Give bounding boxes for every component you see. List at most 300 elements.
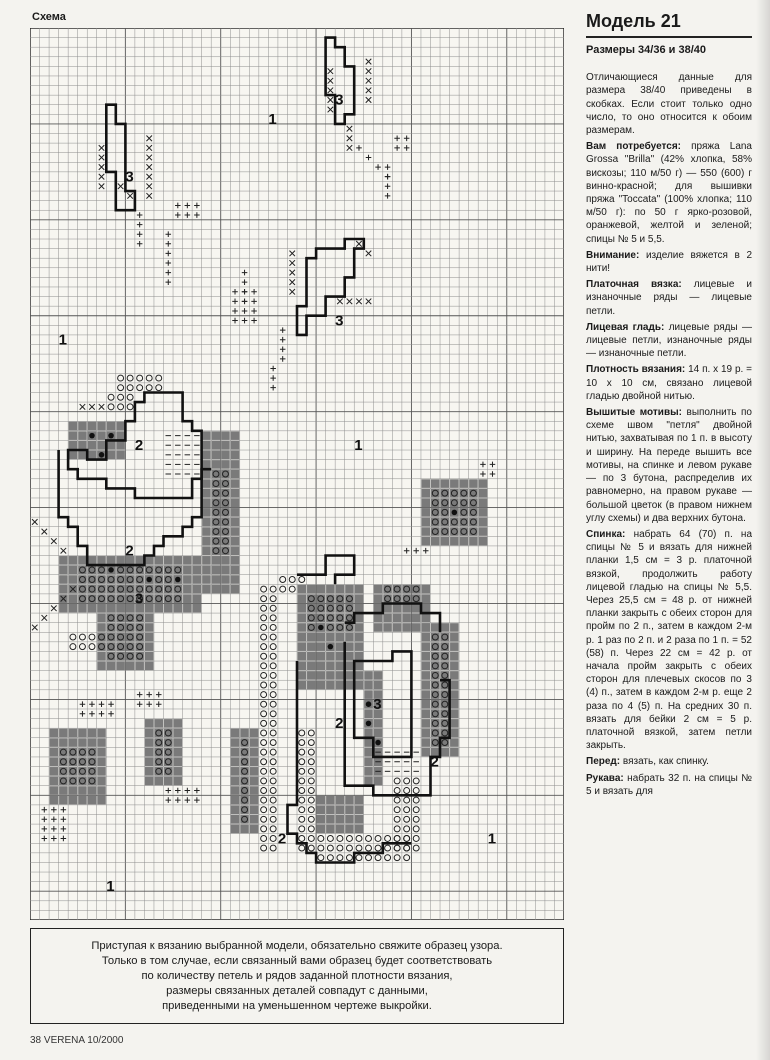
motifs-text: выполнить по схеме швом "петля" двойной нитью, захватывая по 1 п. в высоту и ширину. На переде вышить все мотивы, на спинке и левом рукаве — по 3 бутона, распределив их равномерно, на правом рукаве — большой цветок (в правом нижнем углу схемы) и два верхних бутона. — [586, 407, 752, 524]
chart-stitch-f — [374, 594, 383, 603]
chart-stitch-f — [326, 815, 335, 824]
chart-stitch-f — [221, 556, 230, 565]
chart-stitch-f — [231, 431, 240, 440]
chart-stitch-f — [116, 422, 125, 431]
chart-stitch-f — [183, 594, 192, 603]
chart-stitch-f — [393, 623, 402, 632]
chart-stitch-f — [174, 729, 183, 738]
chart-stitch-f — [78, 422, 87, 431]
chart-stitch-f — [78, 441, 87, 450]
chart-stitch-f — [154, 604, 163, 613]
chart-stitch-f — [154, 556, 163, 565]
chart-stitch-f — [88, 796, 97, 805]
motifs-label: Вышитые мотивы: — [586, 407, 682, 419]
chart-stitch-d — [174, 575, 183, 584]
chart-stitch-f — [450, 671, 459, 680]
chart-stitch-f — [317, 642, 326, 651]
chart-stitch-f — [88, 556, 97, 565]
chart-stitch-f — [97, 623, 106, 632]
chart-stitch-f — [59, 796, 68, 805]
chart-stitch-f — [345, 671, 354, 680]
chart-stitch-f — [355, 633, 364, 642]
notice-line: Только в том случае, если связанный вами образец будет соответствовать — [101, 954, 493, 967]
chart-stitch-f — [336, 585, 345, 594]
chart-stitch-f — [450, 642, 459, 651]
chart-stitch-f — [345, 825, 354, 834]
back-text: набрать 64 (70) п. на спицы № 5 и вязать для нижней планки 1,5 см = 3 р. платочной вязкой, продолжить работу лицевой гладью на спицы № 5,5. Через 25,5 см = 48 р. от нижней планки закрыть с обеих сторон для пройм по 2 п., затем в каждом 2-м р. 1 раз по 2 п. и 2 раза по 1 п. = 52 (58) п. Через 22 см = 42 р. от начала пройм закрыть с обеих сторон для плечевых скосов по 3 (4) п., затем в каждом 2-м р. еще 2 раза по 4 (5) п. На средних 30 п. вязать для бейки 2 см = 5 р. платочной вязкой, затем петли закрыть. — [586, 528, 752, 752]
chart-stitch-f — [421, 700, 430, 709]
chart-stitch-f — [298, 652, 307, 661]
chart-stitch-f — [298, 623, 307, 632]
chart-stitch-f — [336, 805, 345, 814]
chart-stitch-f — [250, 777, 259, 786]
chart-stitch-f — [145, 767, 154, 776]
chart-stitch-f — [450, 623, 459, 632]
chart-stitch-f — [250, 825, 259, 834]
chart-stitch-f — [221, 451, 230, 460]
materials-text: пряжа Lana Grossa "Brilla" (42% хлопка, 58% вискозы; 110 м/50 г) — 550 (600) г винно-красной; для вышивки пряжа "Toccata" (100% хлопка; 110 м/50 г): по 50 г ярко-розовой, оранжевой, желтой и зеленой; спицы № 5 и 5,5. — [586, 141, 752, 245]
chart-stitch-f — [69, 441, 78, 450]
chart-stitch-f — [421, 585, 430, 594]
chart-stitch-f — [116, 662, 125, 671]
chart-stitch-f — [450, 690, 459, 699]
chart-stitch-f — [221, 441, 230, 450]
chart-stitch-f — [364, 777, 373, 786]
chart-stitch-f — [174, 777, 183, 786]
chart-stitch-f — [479, 498, 488, 507]
chart-stitch-f — [69, 575, 78, 584]
chart-stitch-f — [126, 604, 135, 613]
attention-paragraph — [586, 249, 752, 275]
chart-stitch-f — [69, 729, 78, 738]
chart-stitch-f — [78, 786, 87, 795]
chart-stitch-f — [50, 777, 59, 786]
chart-stitch-f — [345, 805, 354, 814]
chart-stitch-f — [336, 796, 345, 805]
chart-stitch-f — [412, 614, 421, 623]
chart-stitch-f — [364, 767, 373, 776]
chart-stitch-f — [231, 546, 240, 555]
chart-stitch-f — [421, 719, 430, 728]
chart-stitch-f — [450, 719, 459, 728]
chart-stitch-f — [479, 479, 488, 488]
chart-stitch-f — [298, 633, 307, 642]
chart-stitch-f — [145, 757, 154, 766]
chart-stitch-f — [69, 786, 78, 795]
chart-stitch-f — [202, 431, 211, 440]
chart-region-number: 1 — [354, 437, 363, 454]
chart-stitch-f — [221, 566, 230, 575]
chart-stitch-f — [202, 537, 211, 546]
chart-stitch-d — [97, 451, 106, 460]
chart-stitch-f — [450, 700, 459, 709]
chart-stitch-f — [326, 633, 335, 642]
gauge-text: 14 п. х 19 р. = 10 х 10 см, связано лицевой гладью двойной нитью. — [586, 364, 752, 402]
chart-stitch-f — [441, 537, 450, 546]
chart-stitch-f — [326, 796, 335, 805]
chart-stitch-f — [78, 451, 87, 460]
chart-stitch-d — [317, 623, 326, 632]
chart-stitch-f — [50, 786, 59, 795]
chart-stitch-f — [164, 604, 173, 613]
materials-label: Вам потребуется: — [586, 141, 682, 153]
chart-stitch-d — [145, 575, 154, 584]
chart-stitch-f — [135, 556, 144, 565]
chart-stitch-f — [326, 662, 335, 671]
chart-stitch-f — [193, 575, 202, 584]
chart-stitch-f — [202, 460, 211, 469]
chart-stitch-f — [336, 652, 345, 661]
chart-stitch-f — [231, 805, 240, 814]
chart-stitch-f — [250, 729, 259, 738]
garter-paragraph — [586, 278, 752, 318]
chart-stitch-f — [374, 671, 383, 680]
chart-stitch-f — [307, 642, 316, 651]
chart-region-number: 2 — [125, 542, 134, 560]
title-rule — [586, 36, 752, 38]
chart-stitch-f — [231, 451, 240, 460]
chart-stitch-f — [336, 815, 345, 824]
chart-stitch-f — [145, 604, 154, 613]
chart-stitch-f — [441, 623, 450, 632]
chart-stitch-f — [307, 585, 316, 594]
chart-stitch-f — [250, 815, 259, 824]
chart-stitch-f — [59, 575, 68, 584]
chart-stitch-f — [59, 786, 68, 795]
chart-region-number: 1 — [58, 331, 67, 349]
chart-stitch-f — [345, 662, 354, 671]
front-label: Перед: — [586, 756, 621, 768]
chart-stitch-f — [202, 585, 211, 594]
chart-stitch-f — [202, 498, 211, 507]
chart-stitch-f — [326, 671, 335, 680]
chart-stitch-f — [78, 431, 87, 440]
chart-stitch-f — [78, 729, 87, 738]
chart-stitch-f — [231, 777, 240, 786]
chart-stitch-f — [355, 671, 364, 680]
chart-stitch-f — [402, 614, 411, 623]
chart-stitch-f — [431, 623, 440, 632]
chart-stitch-f — [193, 556, 202, 565]
chart-stitch-f — [97, 729, 106, 738]
chart-stitch-f — [78, 604, 87, 613]
chart-stitch-f — [421, 738, 430, 747]
chart-stitch-f — [421, 709, 430, 718]
chart-stitch-f — [250, 757, 259, 766]
chart-stitch-f — [421, 537, 430, 546]
chart-stitch-f — [50, 796, 59, 805]
chart-stitch-f — [97, 796, 106, 805]
chart-stitch-f — [50, 767, 59, 776]
chart-stitch-f — [69, 422, 78, 431]
chart-stitch-f — [69, 796, 78, 805]
chart-stitch-f — [145, 556, 154, 565]
chart-stitch-f — [355, 652, 364, 661]
chart-stitch-f — [345, 681, 354, 690]
chart-region-number: 2 — [335, 715, 344, 733]
chart-stitch-f — [174, 604, 183, 613]
chart-stitch-f — [97, 767, 106, 776]
model-title: Модель 21 — [586, 11, 681, 31]
chart-region-number: 2 — [134, 437, 144, 454]
chart-stitch-f — [202, 489, 211, 498]
chart-stitch-f — [97, 422, 106, 431]
chart-stitch-f — [116, 604, 125, 613]
chart-stitch-f — [231, 575, 240, 584]
chart-stitch-f — [336, 825, 345, 834]
chart-region-number: 3 — [335, 91, 344, 109]
chart-stitch-f — [364, 681, 373, 690]
chart-stitch-f — [364, 729, 373, 738]
chart-stitch-f — [174, 556, 183, 565]
chart-stitch-f — [78, 556, 87, 565]
chart-stitch-f — [231, 585, 240, 594]
stockinette-paragraph — [586, 321, 752, 361]
chart-stitch-f — [221, 585, 230, 594]
sleeves-label: Рукава: — [586, 772, 624, 784]
chart-region-number: 1 — [487, 830, 497, 848]
chart-stitch-f — [59, 738, 68, 747]
chart-stitch-f — [345, 633, 354, 642]
chart-stitch-f — [364, 709, 373, 718]
chart-stitch-f — [317, 671, 326, 680]
chart-stitch-f — [240, 729, 249, 738]
chart-stitch-f — [421, 479, 430, 488]
chart-stitch-f — [231, 460, 240, 469]
chart-stitch-f — [421, 642, 430, 651]
chart-stitch-f — [317, 681, 326, 690]
notice-line: по количеству петель и рядов заданной плотности вязания, — [141, 969, 453, 982]
chart-stitch-f — [145, 748, 154, 757]
chart-stitch-d — [364, 719, 373, 728]
chart-stitch-f — [421, 652, 430, 661]
chart-stitch-f — [97, 757, 106, 766]
chart-stitch-f — [145, 652, 154, 661]
chart-stitch-f — [374, 681, 383, 690]
chart-stitch-f — [450, 738, 459, 747]
chart-stitch-f — [298, 671, 307, 680]
chart-stitch-d — [364, 700, 373, 709]
chart-stitch-f — [174, 719, 183, 728]
chart-stitch-f — [298, 681, 307, 690]
chart-stitch-f — [298, 662, 307, 671]
chart-stitch-f — [97, 604, 106, 613]
chart-region-number: 3 — [373, 696, 382, 713]
chart-stitch-f — [97, 786, 106, 795]
chart-stitch-f — [250, 748, 259, 757]
chart-stitch-f — [421, 748, 430, 757]
chart-stitch-f — [145, 614, 154, 623]
chart-stitch-f — [231, 729, 240, 738]
attention-label: Внимание: — [586, 249, 640, 261]
chart-stitch-f — [345, 796, 354, 805]
chart-stitch-f — [231, 757, 240, 766]
chart-stitch-f — [231, 441, 240, 450]
sizes-heading: Размеры 34/36 и 38/40 — [586, 44, 706, 56]
chart-stitch-f — [97, 748, 106, 757]
chart-stitch-f — [145, 777, 154, 786]
chart-stitch-f — [231, 566, 240, 575]
chart-stitch-f — [59, 729, 68, 738]
chart-stitch-f — [145, 738, 154, 747]
chart-stitch-f — [212, 575, 221, 584]
chart-stitch-f — [307, 681, 316, 690]
chart-stitch-f — [374, 623, 383, 632]
chart-stitch-f — [383, 614, 392, 623]
motifs-paragraph — [586, 406, 752, 525]
chart-stitch-f — [231, 767, 240, 776]
chart-stitch-f — [345, 815, 354, 824]
chart-stitch-f — [50, 748, 59, 757]
chart-stitch-f — [107, 556, 116, 565]
chart-stitch-d — [374, 738, 383, 747]
chart-stitch-f — [336, 671, 345, 680]
chart-stitch-f — [221, 460, 230, 469]
chart-stitch-f — [164, 556, 173, 565]
chart-stitch-f — [126, 662, 135, 671]
chart-stitch-f — [212, 431, 221, 440]
chart-stitch-f — [116, 451, 125, 460]
chart-stitch-f — [250, 805, 259, 814]
chart-stitch-f — [469, 479, 478, 488]
chart-stitch-f — [421, 662, 430, 671]
chart-stitch-f — [441, 479, 450, 488]
chart-stitch-f — [116, 431, 125, 440]
chart-stitch-f — [441, 748, 450, 757]
chart-stitch-f — [450, 633, 459, 642]
chart-stitch-f — [374, 777, 383, 786]
chart-stitch-f — [154, 777, 163, 786]
chart-stitch-f — [421, 489, 430, 498]
chart-stitch-f — [336, 681, 345, 690]
chart-stitch-f — [421, 527, 430, 536]
gauge-paragraph — [586, 363, 752, 403]
chart-stitch-f — [412, 604, 421, 613]
chart-stitch-f — [317, 585, 326, 594]
chart-stitch-f — [145, 642, 154, 651]
intro-paragraph: Отличающиеся данные для размера 38/40 приведены в скобках. Если стоит только одно число, то оно относится к обоим размерам. — [586, 72, 752, 137]
stockinette-text: лицевые ряды — лицевые петли, изнаночные ряды — изнаночные петли. — [586, 321, 752, 360]
chart-stitch-f — [345, 642, 354, 651]
chart-stitch-f — [221, 431, 230, 440]
chart-stitch-f — [355, 642, 364, 651]
front-text: вязать, как спинку. — [622, 756, 709, 768]
chart-stitch-f — [193, 594, 202, 603]
chart-stitch-f — [88, 451, 97, 460]
chart-stitch-f — [50, 757, 59, 766]
chart-stitch-f — [212, 460, 221, 469]
chart-region-number: 2 — [430, 753, 439, 771]
chart-stitch-f — [250, 796, 259, 805]
chart-stitch-f — [298, 594, 307, 603]
sleeves-paragraph — [586, 772, 752, 798]
chart-region-number: 1 — [268, 110, 277, 128]
chart-stitch-f — [231, 537, 240, 546]
chart-stitch-f — [212, 566, 221, 575]
chart-stitch-f — [202, 546, 211, 555]
chart-stitch-f — [355, 594, 364, 603]
chart-stitch-f — [69, 431, 78, 440]
chart-stitch-f — [240, 825, 249, 834]
chart-stitch-f — [479, 527, 488, 536]
chart-stitch-f — [145, 719, 154, 728]
chart-stitch-f — [345, 585, 354, 594]
chart-stitch-f — [250, 738, 259, 747]
chart-stitch-f — [212, 451, 221, 460]
chart-stitch-d — [88, 431, 97, 440]
chart-stitch-f — [298, 604, 307, 613]
chart-stitch-f — [231, 498, 240, 507]
chart-stitch-f — [107, 441, 116, 450]
chart-stitch-f — [355, 623, 364, 632]
chart-stitch-f — [355, 681, 364, 690]
chart-stitch-f — [202, 508, 211, 517]
chart-stitch-f — [145, 729, 154, 738]
chart-stitch-f — [212, 441, 221, 450]
chart-stitch-d — [450, 508, 459, 517]
back-paragraph — [586, 528, 752, 752]
chart-stitch-f — [193, 566, 202, 575]
chart-stitch-f — [345, 652, 354, 661]
chart-stitch-f — [317, 815, 326, 824]
chart-stitch-f — [469, 537, 478, 546]
chart-stitch-f — [364, 748, 373, 757]
chart-stitch-f — [231, 738, 240, 747]
chart-stitch-f — [231, 470, 240, 479]
chart-region-number: 1 — [106, 878, 115, 896]
chart-stitch-f — [421, 518, 430, 527]
chart-stitch-f — [107, 451, 116, 460]
chart-stitch-f — [421, 633, 430, 642]
chart-stitch-f — [421, 594, 430, 603]
chart-stitch-f — [183, 604, 192, 613]
chart-stitch-f — [317, 825, 326, 834]
chart-stitch-f — [355, 585, 364, 594]
chart-stitch-f — [164, 777, 173, 786]
chart-stitch-f — [450, 748, 459, 757]
chart-stitch-f — [202, 451, 211, 460]
chart-stitch-f — [97, 431, 106, 440]
chart-stitch-f — [374, 729, 383, 738]
materials-paragraph — [586, 140, 752, 246]
chart-stitch-f — [59, 556, 68, 565]
chart-stitch-f — [317, 633, 326, 642]
chart-stitch-f — [307, 662, 316, 671]
chart-stitch-f — [212, 585, 221, 594]
chart-stitch-f — [174, 757, 183, 766]
notice-line: размеры связанных деталей совпадут с данными, — [166, 984, 428, 997]
chart-stitch-f — [174, 748, 183, 757]
chart-stitch-f — [393, 614, 402, 623]
chart-stitch-f — [421, 690, 430, 699]
chart-stitch-f — [97, 777, 106, 786]
chart-stitch-f — [460, 479, 469, 488]
chart-stitch-f — [336, 642, 345, 651]
chart-stitch-f — [202, 518, 211, 527]
chart-stitch-f — [183, 585, 192, 594]
stockinette-label: Лицевая гладь: — [586, 321, 665, 333]
chart-stitch-f — [231, 527, 240, 536]
chart-stitch-f — [364, 757, 373, 766]
chart-stitch-f — [450, 729, 459, 738]
chart-stitch-f — [383, 623, 392, 632]
chart-stitch-f — [355, 815, 364, 824]
chart-stitch-f — [78, 796, 87, 805]
chart-stitch-f — [421, 681, 430, 690]
chart-stitch-f — [107, 422, 116, 431]
chart-stitch-f — [364, 738, 373, 747]
chart-stitch-f — [450, 537, 459, 546]
